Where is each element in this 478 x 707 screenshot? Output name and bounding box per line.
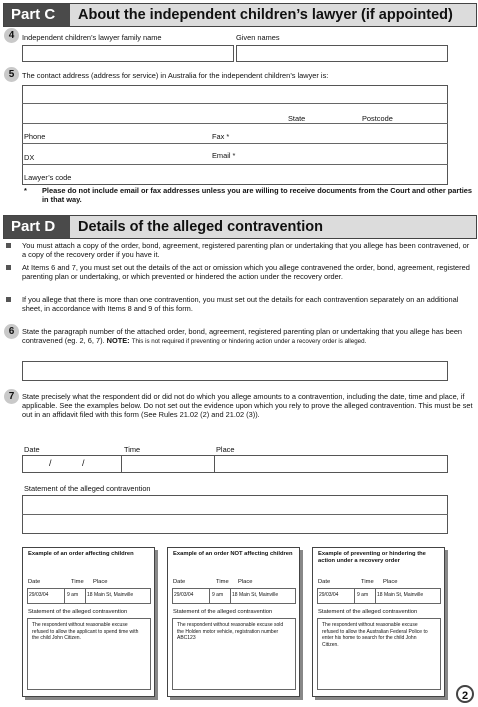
email-fax-note: Please do not include email or fax addresses unless you are willing to receive documents from the Court and other parties in that way. [42, 186, 473, 205]
family-name-input[interactable] [22, 45, 234, 62]
item-7-number: 7 [4, 389, 19, 404]
item-6-instruction: State the paragraph number of the attached order, bond, agreement, registered parenting plan or undertaking that you allege has been contravened (eg. 2, 6, 7). [22, 327, 463, 346]
example-statement-label: Statement of the alleged contravention [318, 609, 418, 615]
example-date: 29/03/04 [174, 592, 194, 598]
example-time-label: Time [361, 579, 374, 585]
email-label: Email * [212, 151, 236, 160]
state-label: State [288, 114, 306, 123]
example-card-2 [167, 547, 300, 697]
date-slash-2: / [82, 458, 85, 468]
example-place: 18 Main St, Mainville [377, 592, 424, 598]
example-divider [375, 588, 376, 604]
postcode-label: Postcode [362, 114, 393, 123]
example-divider [230, 588, 231, 604]
example-place-label: Place [383, 579, 398, 585]
example-divider [64, 588, 65, 604]
bullet-icon [6, 265, 11, 270]
lawyer-code-label: Lawyer’s code [24, 173, 72, 182]
example-card-3 [312, 547, 445, 697]
address-input[interactable] [22, 85, 448, 185]
contact-address-label: The contact address (address for service) in Australia for the independent children’s lawyer is: [22, 71, 329, 80]
example-time: 9 am [67, 592, 79, 598]
example-statement-label: Statement of the alleged contravention [173, 609, 273, 615]
phone-line [22, 143, 448, 144]
item-4-number: 4 [4, 28, 19, 43]
statement-divider [22, 514, 448, 515]
given-names-label: Given names [236, 33, 280, 42]
example-date-label: Date [28, 579, 41, 585]
example-date-label: Date [318, 579, 331, 585]
dx-line [22, 164, 448, 165]
note-star: * [24, 186, 27, 195]
time-label: Time [124, 445, 141, 454]
example-place-label: Place [93, 579, 108, 585]
example-title: Example of an order affecting children [28, 551, 134, 557]
example-date: 29/03/04 [319, 592, 339, 598]
part-c-tag: Part C [4, 4, 70, 26]
given-names-input[interactable] [236, 45, 448, 62]
example-statement: The respondent without reasonable excuse refused to allow the applicant to spend time with the child John Citizen. [32, 622, 139, 642]
example-title: Example of an order NOT affecting children [173, 551, 293, 557]
bullet-text-3: If you allege that there is more than one contravention, you must set out the details for each contravention separately on an additional sheet, in accordance with Items 8 and 9 of this form. [22, 295, 459, 314]
item-6-note: This is not required if preventing or hindering action under a recovery order is alleged. [131, 338, 367, 346]
example-divider [354, 588, 355, 604]
bullet-icon [6, 297, 11, 302]
date-label: Date [24, 445, 40, 454]
example-place: 18 Main St, Mainville [87, 592, 134, 598]
item-6-number: 6 [4, 324, 19, 339]
example-divider [209, 588, 210, 604]
address-line-2 [22, 103, 448, 104]
example-time-label: Time [71, 579, 84, 585]
example-date: 29/03/04 [29, 592, 49, 598]
bullet-icon [6, 243, 11, 248]
part-d-header [3, 215, 477, 239]
example-time: 9 am [212, 592, 224, 598]
example-time-label: Time [216, 579, 229, 585]
part-d-tag: Part D [4, 216, 70, 238]
item-6-note-label: NOTE: [106, 336, 130, 346]
fax-label: Fax * [212, 132, 230, 141]
example-card-1 [22, 547, 155, 697]
phone-label: Phone [24, 132, 46, 141]
statement-label: Statement of the alleged contravention [24, 484, 151, 493]
example-place-label: Place [238, 579, 253, 585]
item-5-number: 5 [4, 67, 19, 82]
example-date-label: Date [173, 579, 186, 585]
example-statement: The respondent without reasonable excuse sold the Holden motor vehicle, registration number ABC123 [177, 622, 284, 642]
example-statement: The respondent without reasonable excuse refused to allow the Australian Federal Police to enter his home to search for the child John Citizen. [322, 622, 428, 648]
date-input[interactable] [22, 455, 122, 473]
example-time: 9 am [357, 592, 369, 598]
example-place: 18 Main St, Mainville [232, 592, 279, 598]
bullet-text-1: You must attach a copy of the order, bond, agreement, registered parenting plan or undertaking that you allege has been contravened, or a copy of the recovery order if you have it. [22, 241, 470, 260]
date-slash-1: / [49, 458, 52, 468]
part-d-title: Details of the alleged contravention [78, 219, 323, 235]
item-7-text: State precisely what the respondent did or did not do which you allege amounts to a contravention, including the date, time and place, if applicable. See the examples below. Do not set out the evidence upon which you rely to prove the alleged contravention. This must be set out in an affidavit filed with this form (See Rules 21.02 (2) and 21.02 (3)). [22, 392, 473, 420]
place-label: Place [216, 445, 235, 454]
time-input[interactable] [121, 455, 215, 473]
item-6-text [22, 327, 474, 346]
example-divider [85, 588, 86, 604]
dx-label: DX [24, 153, 35, 162]
example-statement-label: Statement of the alleged contravention [28, 609, 128, 615]
place-input[interactable] [214, 455, 448, 473]
paragraph-number-input[interactable] [22, 361, 448, 381]
page-number: 2 [456, 685, 474, 703]
example-title: Example of preventing or hindering the action under a recovery order [318, 551, 426, 564]
part-c-header [3, 3, 477, 27]
family-name-label: Independent children’s lawyer family name [22, 33, 162, 42]
part-c-title: About the independent children’s lawyer (if appointed) [78, 7, 453, 23]
bullet-text-2: At Items 6 and 7, you must set out the details of the act or omission which you allege contravened the order, bond, agreement, registered parenting plan or undertaking, or which prevented or hindered the action under the recovery order. [22, 263, 470, 282]
